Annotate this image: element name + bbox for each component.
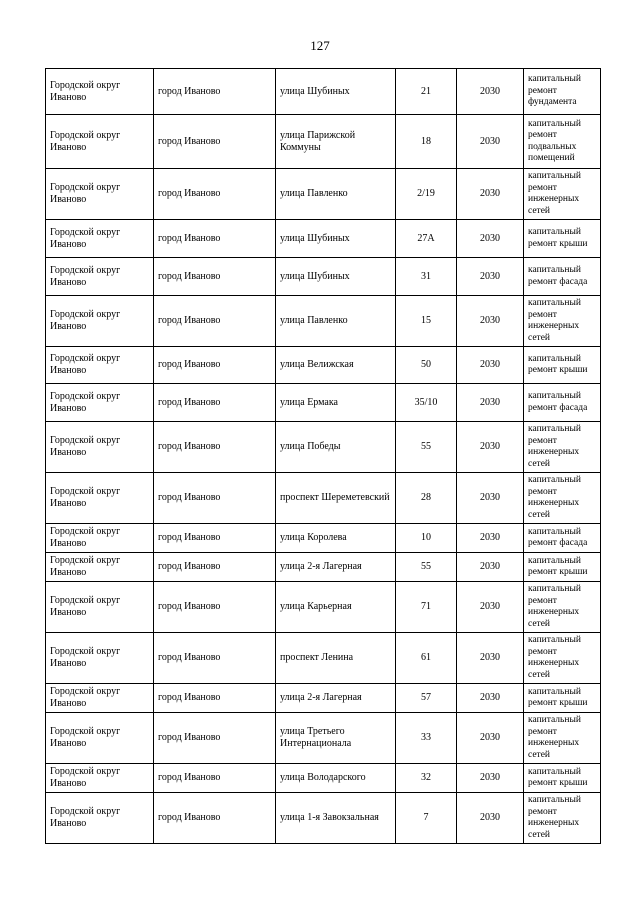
page-number: 127 (310, 38, 330, 53)
municipality-cell: Городской округ Иваново (46, 347, 154, 384)
house-number-cell: 57 (396, 684, 457, 713)
municipality-cell: Городской округ Иваново (46, 69, 154, 115)
year-cell: 2030 (457, 713, 524, 764)
year-cell: 2030 (457, 384, 524, 422)
municipality-cell: Городской округ Иваново (46, 764, 154, 793)
city-cell: город Иваново (154, 582, 276, 633)
house-number-cell: 55 (396, 553, 457, 582)
city-cell: город Иваново (154, 764, 276, 793)
year-cell: 2030 (457, 422, 524, 473)
house-number-cell: 27А (396, 220, 457, 258)
street-cell: улица Парижской Коммуны (276, 115, 396, 169)
city-cell: город Иваново (154, 793, 276, 844)
street-cell: улица Победы (276, 422, 396, 473)
house-number-cell: 2/19 (396, 169, 457, 220)
city-cell: город Иваново (154, 296, 276, 347)
municipality-cell: Городской округ Иваново (46, 384, 154, 422)
house-number-cell: 33 (396, 713, 457, 764)
year-cell: 2030 (457, 582, 524, 633)
table-row (46, 258, 601, 296)
house-number-cell: 31 (396, 258, 457, 296)
street-cell: улица Ермака (276, 384, 396, 422)
work-type-cell: капитальный ремонт инженерных сетей (524, 633, 601, 684)
street-cell: проспект Ленина (276, 633, 396, 684)
work-type-cell: капитальный ремонт инженерных сетей (524, 422, 601, 473)
city-cell: город Иваново (154, 684, 276, 713)
street-cell: улица Шубиных (276, 220, 396, 258)
table-row (46, 553, 601, 582)
year-cell: 2030 (457, 258, 524, 296)
work-type-cell: капитальный ремонт крыши (524, 220, 601, 258)
house-number-cell: 28 (396, 473, 457, 524)
table-row (46, 347, 601, 384)
municipality-cell: Городской округ Иваново (46, 169, 154, 220)
municipality-cell: Городской округ Иваново (46, 633, 154, 684)
work-type-cell: капитальный ремонт фасада (524, 384, 601, 422)
municipality-cell: Городской округ Иваново (46, 793, 154, 844)
municipality-cell: Городской округ Иваново (46, 258, 154, 296)
work-type-cell: капитальный ремонт фасада (524, 524, 601, 553)
year-cell: 2030 (457, 793, 524, 844)
work-type-cell: капитальный ремонт фундамента (524, 69, 601, 115)
city-cell: город Иваново (154, 473, 276, 524)
municipality-cell: Городской округ Иваново (46, 553, 154, 582)
work-type-cell: капитальный ремонт инженерных сетей (524, 582, 601, 633)
year-cell: 2030 (457, 347, 524, 384)
city-cell: город Иваново (154, 69, 276, 115)
table-row (46, 764, 601, 793)
house-number-cell: 15 (396, 296, 457, 347)
street-cell: улица 2-я Лагерная (276, 553, 396, 582)
house-number-cell: 35/10 (396, 384, 457, 422)
street-cell: улица Шубиных (276, 258, 396, 296)
municipality-cell: Городской округ Иваново (46, 422, 154, 473)
work-type-cell: капитальный ремонт инженерных сетей (524, 169, 601, 220)
street-cell: улица 1-я Завокзальная (276, 793, 396, 844)
house-number-cell: 55 (396, 422, 457, 473)
city-cell: город Иваново (154, 713, 276, 764)
municipality-cell: Городской округ Иваново (46, 524, 154, 553)
street-cell: улица Шубиных (276, 69, 396, 115)
house-number-cell: 10 (396, 524, 457, 553)
work-type-cell: капитальный ремонт фасада (524, 258, 601, 296)
work-type-cell: капитальный ремонт инженерных сетей (524, 713, 601, 764)
house-number-cell: 7 (396, 793, 457, 844)
year-cell: 2030 (457, 633, 524, 684)
house-number-cell: 32 (396, 764, 457, 793)
work-type-cell: капитальный ремонт инженерных сетей (524, 296, 601, 347)
year-cell: 2030 (457, 69, 524, 115)
street-cell: улица Королева (276, 524, 396, 553)
work-type-cell: капитальный ремонт инженерных сетей (524, 473, 601, 524)
year-cell: 2030 (457, 553, 524, 582)
municipality-cell: Городской округ Иваново (46, 582, 154, 633)
house-number-cell: 18 (396, 115, 457, 169)
municipality-cell: Городской округ Иваново (46, 115, 154, 169)
street-cell: улица Володарского (276, 764, 396, 793)
house-number-cell: 61 (396, 633, 457, 684)
table-row (46, 713, 601, 764)
table-row (46, 582, 601, 633)
table-row (46, 69, 601, 115)
street-cell: улица Павленко (276, 169, 396, 220)
street-cell: улица Велижская (276, 347, 396, 384)
street-cell: улица Карьерная (276, 582, 396, 633)
year-cell: 2030 (457, 524, 524, 553)
table-row (46, 220, 601, 258)
year-cell: 2030 (457, 684, 524, 713)
table-row (46, 169, 601, 220)
year-cell: 2030 (457, 473, 524, 524)
municipality-cell: Городской округ Иваново (46, 220, 154, 258)
table-row (46, 384, 601, 422)
city-cell: город Иваново (154, 633, 276, 684)
street-cell: проспект Шереметевский (276, 473, 396, 524)
city-cell: город Иваново (154, 347, 276, 384)
year-cell: 2030 (457, 115, 524, 169)
repair-schedule-table (45, 68, 601, 844)
table-row (46, 684, 601, 713)
municipality-cell: Городской округ Иваново (46, 684, 154, 713)
table-row (46, 473, 601, 524)
municipality-cell: Городской округ Иваново (46, 713, 154, 764)
table-row (46, 633, 601, 684)
house-number-cell: 71 (396, 582, 457, 633)
house-number-cell: 21 (396, 69, 457, 115)
city-cell: город Иваново (154, 115, 276, 169)
street-cell: улица Павленко (276, 296, 396, 347)
table-row (46, 524, 601, 553)
table-row (46, 793, 601, 844)
city-cell: город Иваново (154, 258, 276, 296)
year-cell: 2030 (457, 764, 524, 793)
work-type-cell: капитальный ремонт крыши (524, 684, 601, 713)
house-number-cell: 50 (396, 347, 457, 384)
street-cell: улица Третьего Интернационала (276, 713, 396, 764)
year-cell: 2030 (457, 220, 524, 258)
municipality-cell: Городской округ Иваново (46, 296, 154, 347)
work-type-cell: капитальный ремонт крыши (524, 553, 601, 582)
work-type-cell: капитальный ремонт подвальных помещений (524, 115, 601, 169)
year-cell: 2030 (457, 296, 524, 347)
city-cell: город Иваново (154, 169, 276, 220)
street-cell: улица 2-я Лагерная (276, 684, 396, 713)
city-cell: город Иваново (154, 553, 276, 582)
city-cell: город Иваново (154, 384, 276, 422)
work-type-cell: капитальный ремонт крыши (524, 764, 601, 793)
year-cell: 2030 (457, 169, 524, 220)
city-cell: город Иваново (154, 524, 276, 553)
city-cell: город Иваново (154, 422, 276, 473)
table-row (46, 115, 601, 169)
work-type-cell: капитальный ремонт инженерных сетей (524, 793, 601, 844)
table-row (46, 422, 601, 473)
table-row (46, 296, 601, 347)
city-cell: город Иваново (154, 220, 276, 258)
work-type-cell: капитальный ремонт крыши (524, 347, 601, 384)
municipality-cell: Городской округ Иваново (46, 473, 154, 524)
